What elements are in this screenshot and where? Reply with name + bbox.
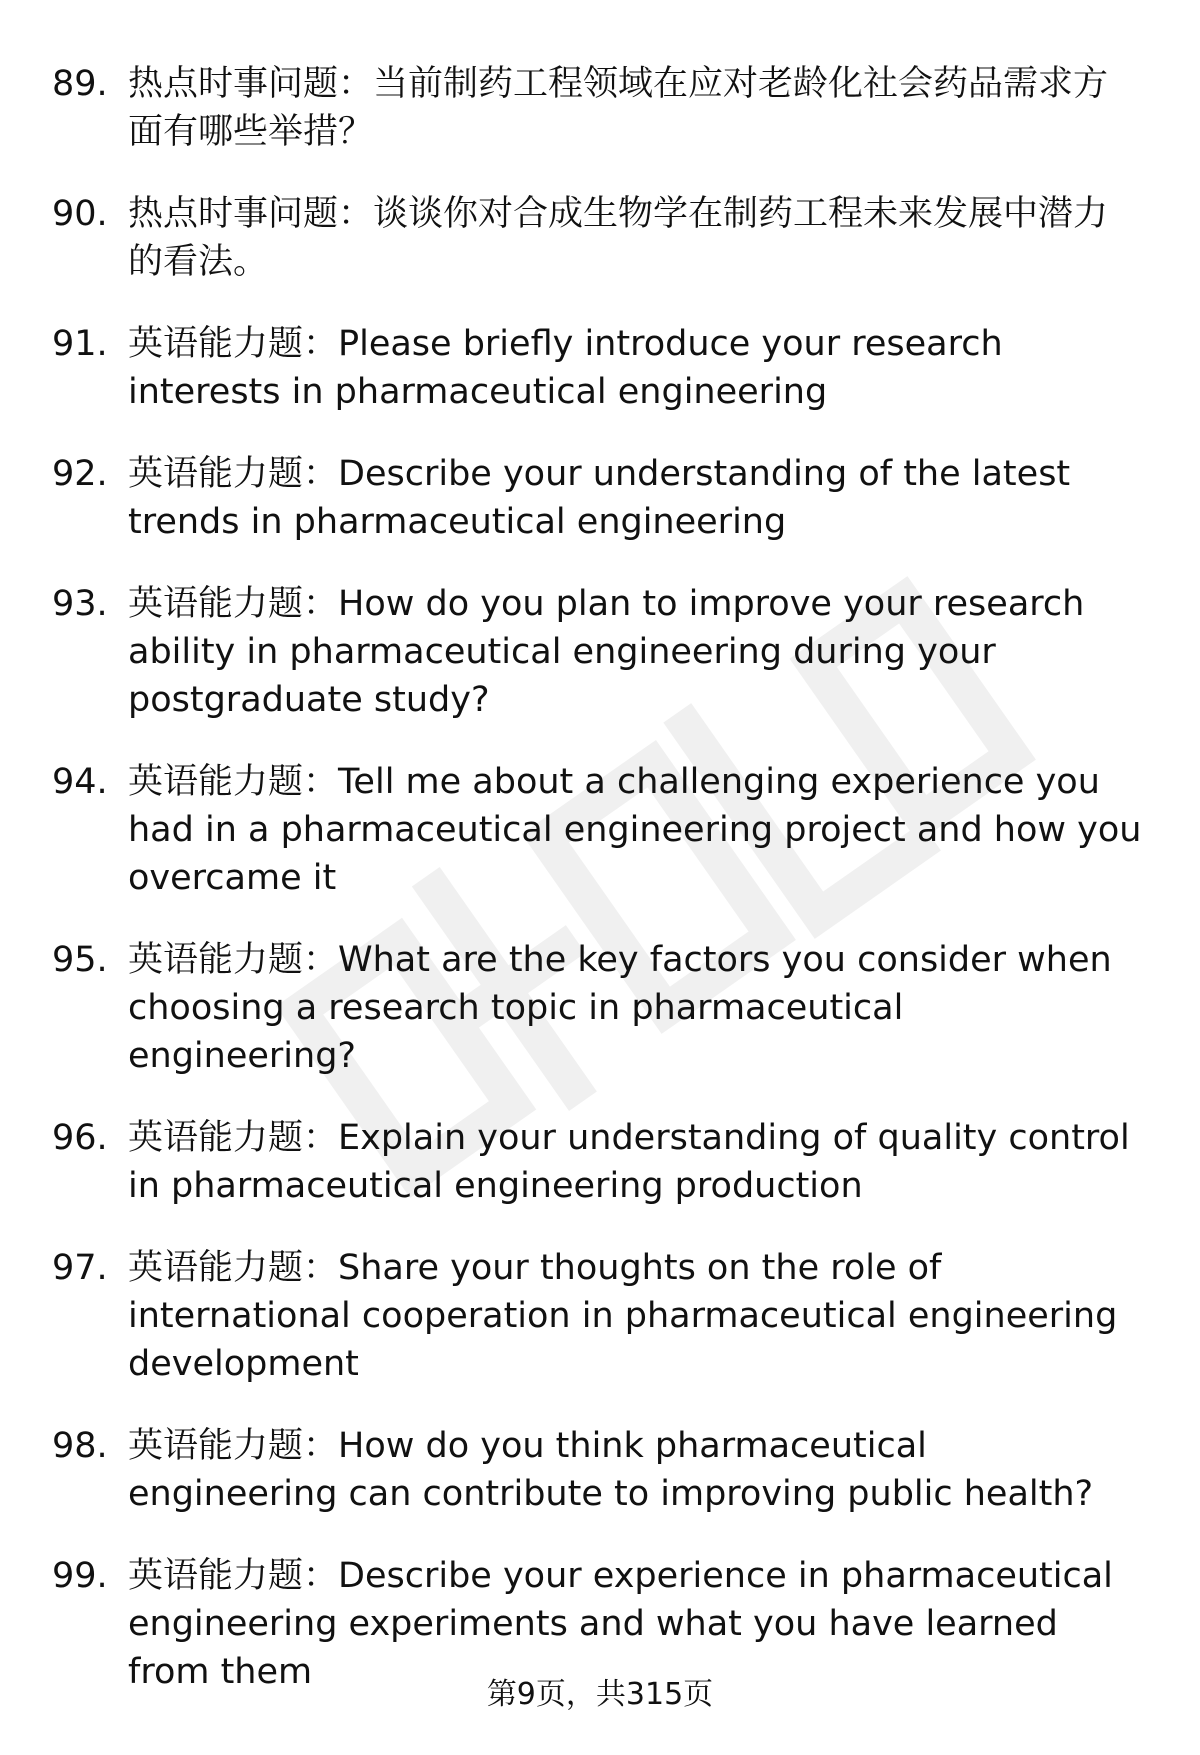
question-item — [52, 936, 1152, 1080]
question-item — [52, 1114, 1152, 1210]
question-text: 英语能力题：How do you plan to improve your research ability in pharmaceutical engineering during your postgraduate study? — [128, 584, 1085, 720]
question-text: 英语能力题：Describe your understanding of the latest trends in pharmaceutical engineering — [128, 454, 1071, 542]
page-footer: 第9页，共315页 — [486, 1677, 714, 1712]
question-number: 95. — [52, 940, 108, 980]
question-text: 热点时事问题：当前制药工程领域在应对老龄化社会药品需求方面有哪些举措？ — [128, 64, 1109, 152]
question-number: 89. — [52, 64, 108, 104]
question-text: 热点时事问题：谈谈你对合成生物学在制药工程未来发展中潜力的看法。 — [128, 194, 1109, 282]
question-text: 英语能力题：Share your thoughts on the role of international cooperation in pharmaceutical engineering development — [128, 1248, 1118, 1384]
question-item — [52, 450, 1152, 546]
question-number: 93. — [52, 584, 108, 624]
question-item — [52, 190, 1152, 286]
question-number: 92. — [52, 454, 108, 494]
question-item — [52, 60, 1152, 156]
question-item — [52, 1422, 1152, 1518]
question-number: 98. — [52, 1426, 108, 1466]
question-text: 英语能力题：How do you think pharmaceutical engineering can contribute to improving public health? — [128, 1426, 1094, 1514]
question-number: 96. — [52, 1118, 108, 1158]
question-list — [52, 60, 1152, 1730]
question-item — [52, 320, 1152, 416]
question-number: 97. — [52, 1248, 108, 1288]
question-number: 90. — [52, 194, 108, 234]
question-text: 英语能力题：Please briefly introduce your research interests in pharmaceutical engineering — [128, 324, 1003, 412]
question-text: 英语能力题：Describe your experience in pharmaceutical engineering experiments and what you have learned from them — [128, 1556, 1113, 1692]
question-text: 英语能力题：Explain your understanding of quality control in pharmaceutical engineering production — [128, 1118, 1130, 1206]
question-item — [52, 580, 1152, 724]
question-number: 94. — [52, 762, 108, 802]
question-item — [52, 1244, 1152, 1388]
question-number: 91. — [52, 324, 108, 364]
question-number: 99. — [52, 1556, 108, 1596]
question-text: 英语能力题：What are the key factors you consider when choosing a research topic in pharmaceutical engineering? — [128, 940, 1112, 1076]
question-text: 英语能力题：Tell me about a challenging experience you had in a pharmaceutical engineering project and how you overcame it — [128, 762, 1142, 898]
question-item — [52, 758, 1152, 902]
